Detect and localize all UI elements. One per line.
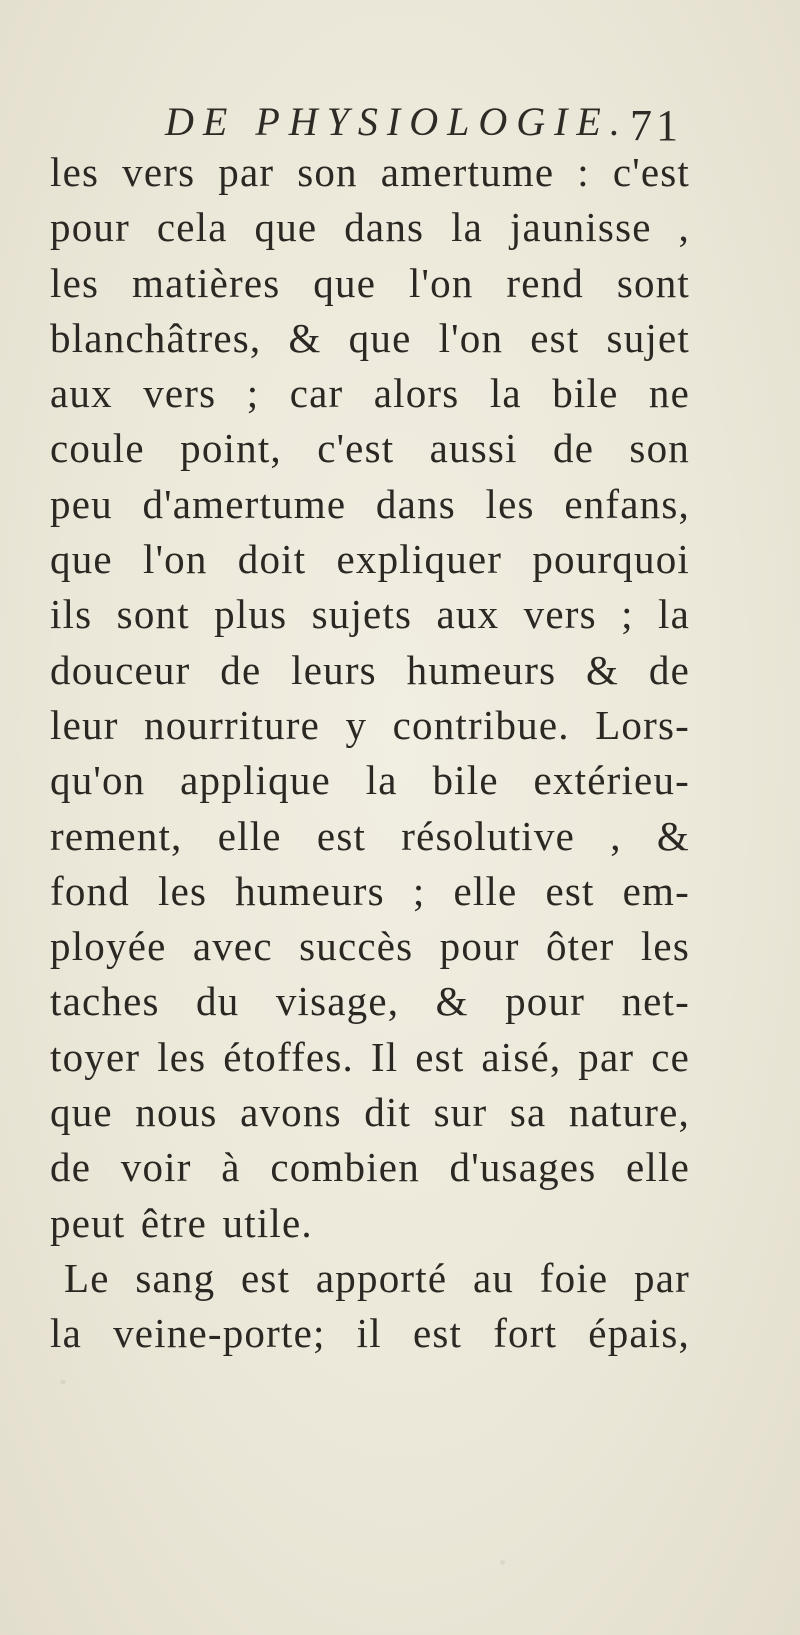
- text-line: peut être utile.: [50, 1199, 313, 1246]
- running-title: DE PHYSIOLOGIE.: [165, 99, 629, 144]
- text-line: ils sont plus sujets aux vers ; la: [50, 591, 690, 638]
- text-line: coule point, c'est aussi de son: [50, 425, 690, 472]
- text-line: leur nourriture y contribue. Lors-: [50, 701, 690, 748]
- text-line: de voir à combien d'usages elle: [50, 1144, 690, 1191]
- text-line: fond les humeurs ; elle est em-: [50, 867, 690, 914]
- text-line: toyer les étoffes. Il est aisé, par ce: [50, 1033, 690, 1080]
- text-line: pour cela que dans la jaunisse ,: [50, 204, 690, 251]
- paper-speck: [60, 1380, 66, 1384]
- text-line: peu d'amertume dans les enfans,: [50, 480, 690, 527]
- text-line: douceur de leurs humeurs & de: [50, 646, 690, 693]
- paper-speck: [500, 1560, 505, 1565]
- text-line: que l'on doit expliquer pourquoi: [50, 536, 690, 583]
- page-number: 71: [630, 101, 682, 150]
- text-line: les matières que l'on rend sont: [50, 259, 690, 306]
- text-line: la veine-porte; il est fort épais,: [50, 1310, 690, 1357]
- text-line: qu'on applique la bile extérieu-: [50, 757, 690, 804]
- text-line: aux vers ; car alors la bile ne: [50, 370, 690, 417]
- body-text: [50, 145, 690, 1362]
- text-line: les vers par son amertume : c'est: [50, 149, 690, 195]
- text-line: ployée avec succès pour ôter les: [50, 923, 690, 970]
- text-line: rement, elle est résolutive , &: [50, 812, 690, 859]
- text-line: que nous avons dit sur sa nature,: [50, 1089, 690, 1136]
- paragraph-first-line: Le sang est apporté au foie par: [64, 1254, 690, 1301]
- text-line: taches du visage, & pour net-: [50, 978, 690, 1025]
- text-line: blanchâtres, & que l'on est sujet: [50, 314, 690, 361]
